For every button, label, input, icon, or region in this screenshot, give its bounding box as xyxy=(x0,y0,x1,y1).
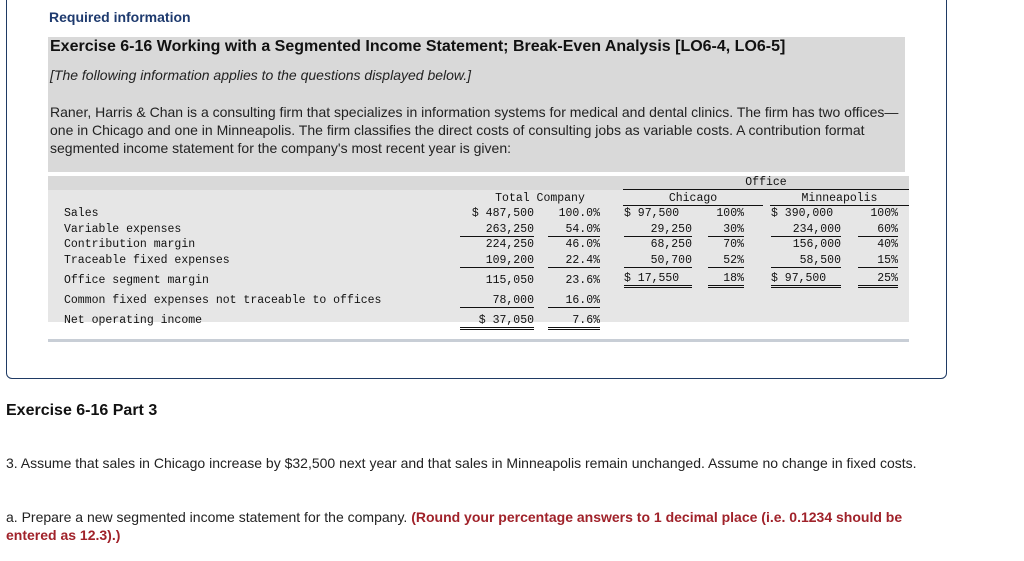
question-a-text: a. Prepare a new segmented income statement for the company. xyxy=(6,509,408,525)
chicago-traceable-pct: 52% xyxy=(708,254,744,268)
minneapolis-variable-pct: 60% xyxy=(858,223,898,237)
minneapolis-segment-margin-amount: $ 97,500 xyxy=(771,272,841,288)
required-information-heading: Required information xyxy=(49,9,191,25)
row-label-common-fixed: Common fixed expenses not traceable to offices xyxy=(64,294,382,307)
total-net-income-pct: 7.6% xyxy=(548,314,600,330)
row-label-sales: Sales xyxy=(64,207,99,220)
chicago-contribution-pct: 70% xyxy=(723,238,744,251)
total-contribution-pct: 46.0% xyxy=(565,238,600,251)
total-contribution-amount: 224,250 xyxy=(485,238,534,251)
row-label-variable-expenses: Variable expenses xyxy=(64,223,182,236)
total-traceable-amount: 109,200 xyxy=(460,254,534,268)
minneapolis-sales-amount: $ 390,000 xyxy=(771,207,834,220)
exercise-description: Raner, Harris & Chan is a consulting firm that specializes in information systems for medical and dental clinics. The firm has two offices—one in Chicago and one in Minneapolis. The firm classifies the direct costs of consulting jobs as variable costs. A contribution format segmented income statement for the company's most recent year is given: xyxy=(50,104,899,156)
chicago-segment-margin-pct: 18% xyxy=(708,272,744,288)
total-sales-amount: $ 487,500 xyxy=(471,207,534,220)
minneapolis-segment-margin-pct: 25% xyxy=(858,272,898,288)
row-label-office-segment-margin: Office segment margin xyxy=(64,274,209,287)
question-a-rounding-note: (Round your percentage answers to 1 decimal place (i.e. 0.1234 should be entered as 12.3).) xyxy=(6,509,903,543)
minneapolis-traceable-pct: 15% xyxy=(858,254,898,268)
total-segment-margin-amount: 115,050 xyxy=(485,274,534,287)
segmented-income-statement xyxy=(48,176,909,342)
info-note: [The following information applies to the questions displayed below.] xyxy=(50,67,472,83)
chicago-sales-amount: $ 97,500 xyxy=(624,207,680,220)
row-label-net-operating-income: Net operating income xyxy=(64,314,203,327)
minneapolis-traceable-amount: 58,500 xyxy=(771,254,841,268)
total-segment-margin-pct: 23.6% xyxy=(565,274,600,287)
chicago-sales-pct: 100% xyxy=(716,207,744,220)
chicago-variable-pct: 30% xyxy=(708,223,744,237)
total-variable-pct: 54.0% xyxy=(548,223,600,237)
office-header: Office xyxy=(623,176,909,190)
total-variable-amount: 263,250 xyxy=(460,223,534,237)
exercise-title: Exercise 6-16 Working with a Segmented Income Statement; Break-Even Analysis [LO6-4, LO6-5] xyxy=(50,38,786,55)
part-heading: Exercise 6-16 Part 3 xyxy=(6,402,158,419)
total-sales-pct: 100.0% xyxy=(558,207,600,220)
total-common-fixed-amount: 78,000 xyxy=(460,294,534,308)
chicago-variable-amount: 29,250 xyxy=(624,223,692,237)
col-chicago: Chicago xyxy=(623,192,763,206)
minneapolis-contribution-pct: 40% xyxy=(877,238,898,251)
row-label-contribution-margin: Contribution margin xyxy=(64,238,196,251)
row-label-traceable-fixed: Traceable fixed expenses xyxy=(64,254,230,267)
total-net-income-amount: $ 37,050 xyxy=(460,314,534,330)
total-common-fixed-pct: 16.0% xyxy=(548,294,600,308)
minneapolis-variable-amount: 234,000 xyxy=(771,223,841,237)
minneapolis-contribution-amount: 156,000 xyxy=(792,238,841,251)
chicago-contribution-amount: 68,250 xyxy=(650,238,692,251)
chicago-traceable-amount: 50,700 xyxy=(624,254,692,268)
minneapolis-sales-pct: 100% xyxy=(870,207,898,220)
col-minneapolis: Minneapolis xyxy=(770,192,909,206)
question-a xyxy=(6,508,946,544)
chicago-segment-margin-amount: $ 17,550 xyxy=(624,272,692,288)
col-total-company: Total Company xyxy=(495,192,585,205)
total-traceable-pct: 22.4% xyxy=(548,254,600,268)
question-3: 3. Assume that sales in Chicago increase by $32,500 next year and that sales in Minneapolis remain unchanged. Assume no change in fixed costs. xyxy=(6,455,917,471)
